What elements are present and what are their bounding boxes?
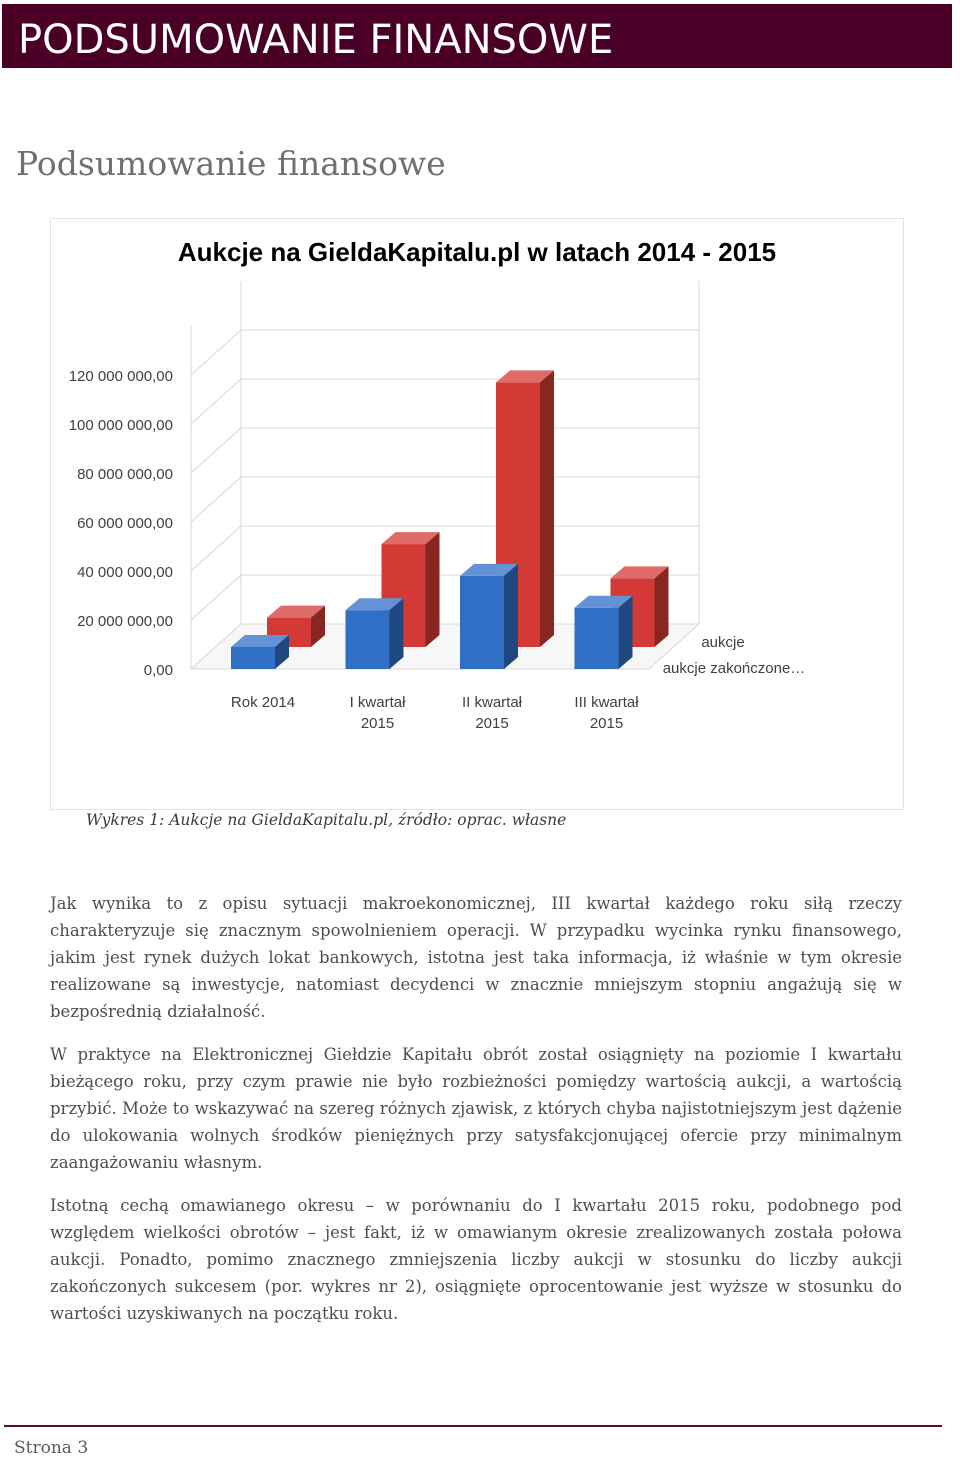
gridline-side xyxy=(191,526,241,571)
y-tick-label: 60 000 000,00 xyxy=(77,515,173,532)
bar xyxy=(575,608,619,669)
chart-frame xyxy=(50,218,904,810)
y-tick-label: 40 000 000,00 xyxy=(77,564,173,581)
header-banner xyxy=(2,4,952,68)
x-tick-label: II kwartał xyxy=(461,694,523,711)
bar-side xyxy=(655,566,669,647)
paragraph-3: Istotną cechą omawianego okresu – w porównaniu do I kwartału 2015 roku, podobnego pod względem wielkości obrotów – jest fakt, iż w omawianym okresie zrealizowanych została połowa aukcji. Ponadto, pomimo znacznego zmniejszenia liczby aukcji w stosunku do liczby aukcji zakończonych sukcesem (por. wykres nr 2), osiągnięte oprocentowanie jest wyższe w stosunku do wartości uzyskiwanych na początku roku. xyxy=(50,1196,902,1323)
bar-side xyxy=(390,598,404,669)
x-tick-label: 2015 xyxy=(589,715,624,732)
x-tick-label: 2015 xyxy=(360,715,395,732)
gridline-side xyxy=(191,379,241,424)
bar-side xyxy=(426,532,440,647)
chart-title: Aukcje na GieldaKapitalu.pl w latach 2014 - 2015 xyxy=(177,237,777,267)
bar-chart xyxy=(51,219,903,809)
banner-title: PODSUMOWANIE FINANSOWE xyxy=(18,17,614,63)
x-tick-label: 2015 xyxy=(475,715,509,732)
y-tick-label: 120 000 000,00 xyxy=(68,368,173,385)
bar-side xyxy=(540,370,554,647)
bar-side xyxy=(619,596,633,669)
gridline-side xyxy=(191,428,241,473)
y-tick-label: 20 000 000,00 xyxy=(77,613,173,630)
legend-item-aukcje-zakonczone: aukcje zakończone… xyxy=(662,660,806,677)
gridline-side xyxy=(191,575,241,620)
gridline-side xyxy=(191,477,241,522)
legend-item-aukcje: aukcje xyxy=(701,634,745,651)
gridline-side xyxy=(191,330,241,375)
paragraph-2: W praktyce na Elektronicznej Giełdzie Kapitału obrót został osiągnięty na poziomie I kwartału bieżącego roku, przy czym prawie nie było rozbieżności pomiędzy wartością aukcji, a wartością przybić. Może to wskazywać na szereg różnych zjawisk, z których chyba najistotniejszym jest dążenie do ulokowania wolnych środków pieniężnych przy satysfakcjonującej ofercie przy minimalnym zaangażowaniu własnym. xyxy=(50,1045,902,1172)
x-tick-label: Rok 2014 xyxy=(230,694,296,711)
paragraph-1: Jak wynika to z opisu sytuacji makroekonomicznej, III kwartał każdego roku siłą rzeczy charakteryzuje się znacznym spowolnieniem operacji. W przypadku wycinka rynku finansowego, jakim jest rynek dużych lokat bankowych, istotna jest taka informacja, iż właśnie w tym okresie realizowane są inwestycje, natomiast decydenci w znacznie mniejszym stopniu angażują się w bezpośrednią działalność. xyxy=(50,894,902,1021)
footer-divider xyxy=(4,1425,942,1427)
section-title: Podsumowanie finansowe xyxy=(16,144,446,183)
page-number: Strona 3 xyxy=(14,1438,89,1458)
y-tick-label: 0,00 xyxy=(143,662,173,679)
x-tick-label: I kwartał xyxy=(349,694,406,711)
x-tick-label: III kwartał xyxy=(574,694,639,711)
y-tick-label: 100 000 000,00 xyxy=(68,417,173,434)
bar xyxy=(460,576,504,669)
bar-side xyxy=(504,564,518,669)
y-tick-label: 80 000 000,00 xyxy=(77,466,173,483)
bar xyxy=(346,610,390,669)
bar xyxy=(231,647,275,669)
chart-caption: Wykres 1: Aukcje na GieldaKapitalu.pl, źródło: oprac. własne xyxy=(86,811,567,829)
